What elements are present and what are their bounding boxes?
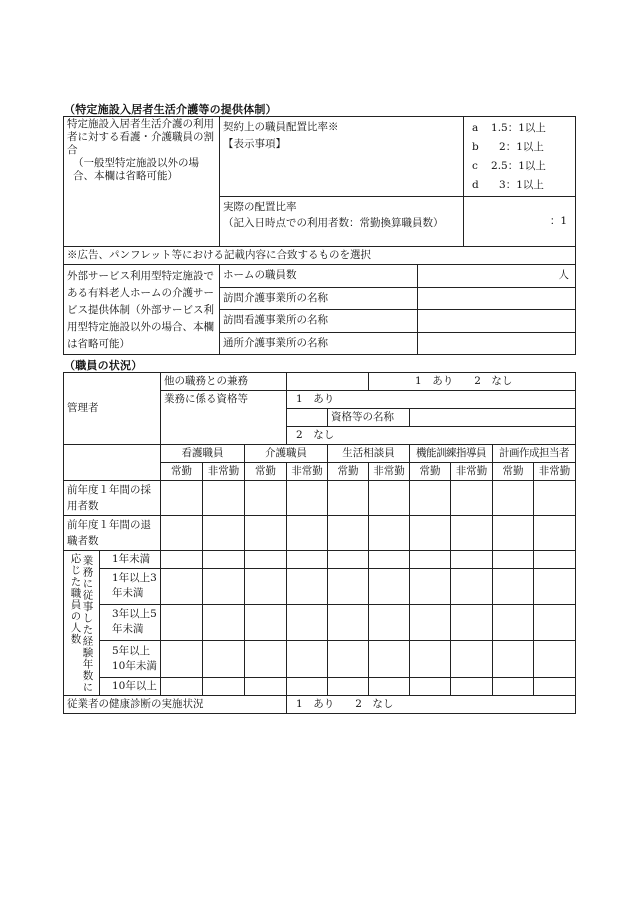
data-cell[interactable] [493,641,534,678]
header-part-time: 非常勤 [534,463,576,481]
data-cell[interactable] [328,604,369,641]
data-cell[interactable] [161,551,203,569]
data-cell[interactable] [369,604,410,641]
data-cell[interactable] [203,551,245,569]
staff-ratio-label: 特定施設入居者生活介護の利用者に対する看護・介護職員の割合 [67,118,214,156]
data-cell[interactable] [451,677,493,695]
data-cell[interactable] [203,641,245,678]
home-staff-count-value[interactable]: 人 [418,265,576,288]
qualification-no[interactable]: 2 なし [287,427,576,445]
ratio-option-b[interactable]: b 2：1以上 [472,141,544,153]
data-cell[interactable] [245,481,287,516]
data-cell[interactable] [287,604,328,641]
data-cell[interactable] [410,641,451,678]
actual-ratio-cell [220,197,464,247]
data-cell[interactable] [451,481,493,516]
data-cell[interactable] [369,551,410,569]
data-cell[interactable] [534,604,576,641]
data-cell[interactable] [493,516,534,551]
data-cell[interactable] [287,481,328,516]
contract-ratio-cell [220,117,464,197]
actual-ratio-note: （記入日時点での利用者数：常勤換算職員数） [223,217,444,229]
data-cell[interactable] [451,569,493,604]
data-cell[interactable] [534,677,576,695]
actual-ratio-value[interactable]: ：1 [464,197,576,247]
data-cell[interactable] [369,569,410,604]
data-cell[interactable] [245,604,287,641]
data-cell[interactable] [410,516,451,551]
home-visit-care-office-value[interactable] [418,287,576,310]
header-corner [64,445,161,481]
header-full-time: 常勤 [161,463,203,481]
actual-ratio-label: 実際の配置比率 [223,201,297,213]
health-check-label: 従業者の健康診断の実施状況 [64,696,287,714]
data-cell[interactable] [203,677,245,695]
header-part-time: 非常勤 [451,463,493,481]
data-cell[interactable] [410,604,451,641]
data-cell[interactable] [534,641,576,678]
header-full-time: 常勤 [410,463,451,481]
section1-title: （特定施設入居者生活介護等の提供体制） [64,103,277,116]
data-cell[interactable] [245,516,287,551]
qualification-name-label: 資格等の名称 [328,409,410,427]
data-cell[interactable] [328,516,369,551]
external-service-label: 外部サービス利用型特定施設である有料老人ホームの介護サービス提供体制（外部サービス利用型特定施設以外の場合、本欄は省略可能） [64,265,220,355]
data-cell[interactable] [410,569,451,604]
concurrent-duty-blank [287,373,369,391]
data-cell[interactable] [287,641,328,678]
data-cell[interactable] [245,641,287,678]
display-items-label: 【表示事項】 [223,138,286,150]
header-part-time: 非常勤 [203,463,245,481]
data-cell[interactable] [161,641,203,678]
header-care-staff: 介護職員 [245,445,328,463]
ratio-option-d[interactable]: d 3：1以上 [472,179,544,191]
manager-label: 管理者 [64,373,161,445]
data-cell[interactable] [534,569,576,604]
concurrent-duty-label: 他の職務との兼務 [161,373,287,391]
data-cell[interactable] [493,569,534,604]
data-cell[interactable] [161,604,203,641]
data-cell[interactable] [410,481,451,516]
data-cell[interactable] [328,641,369,678]
data-cell[interactable] [493,481,534,516]
home-visit-nursing-office-label: 訪問看護事業所の名称 [220,310,418,333]
data-cell[interactable] [493,551,534,569]
qualification-yes[interactable]: 1 あり [287,391,576,409]
data-cell[interactable] [287,677,328,695]
experience-row-label: 1年未満 [100,551,161,569]
header-life-counselor: 生活相談員 [328,445,410,463]
data-cell[interactable] [534,516,576,551]
data-cell[interactable] [161,481,203,516]
service-system-table [63,116,576,355]
header-part-time: 非常勤 [287,463,328,481]
home-visit-nursing-office-value[interactable] [418,310,576,333]
data-cell[interactable] [245,551,287,569]
qualification-name-value[interactable] [410,409,576,427]
data-cell[interactable] [369,516,410,551]
retired-count-label: 前年度１年間の退職者数 [64,516,161,551]
data-cell[interactable] [203,604,245,641]
data-cell[interactable] [369,481,410,516]
data-cell[interactable] [287,516,328,551]
data-cell[interactable] [328,551,369,569]
data-cell[interactable] [410,551,451,569]
day-care-office-value[interactable] [418,332,576,355]
data-cell[interactable] [161,569,203,604]
data-cell[interactable] [493,604,534,641]
data-cell[interactable] [203,516,245,551]
home-visit-care-office-label: 訪問介護事業所の名称 [220,287,418,310]
experience-row-label: 10年以上 [100,677,161,695]
concurrent-duty-options[interactable]: 1 あり 2 なし [369,373,576,391]
header-nursing-staff: 看護職員 [161,445,245,463]
day-care-office-label: 通所介護事業所の名称 [220,332,418,355]
header-full-time: 常勤 [245,463,287,481]
data-cell[interactable] [161,516,203,551]
hired-count-label: 前年度１年間の採用者数 [64,481,161,516]
qualification-indent [287,409,328,427]
header-care-planner: 計画作成担当者 [493,445,576,463]
health-check-options[interactable]: 1 あり 2 なし [287,696,576,714]
experience-row-label: 1年以上3年未満 [100,569,161,604]
data-cell[interactable] [534,481,576,516]
experience-row-label: 5年以上10年未満 [100,641,161,678]
ratio-options-cell[interactable] [464,117,576,197]
data-cell[interactable] [328,481,369,516]
staff-ratio-label-cell [64,117,220,247]
staff-ratio-note: （一般型特定施設以外の場合、本欄は省略可能） [73,157,199,182]
data-cell[interactable] [451,516,493,551]
data-cell[interactable] [328,569,369,604]
data-cell[interactable] [369,677,410,695]
experience-inner-label: 業務に従事した経験年数に [81,555,94,693]
header-functional-trainer: 機能訓練指導員 [410,445,493,463]
data-cell[interactable] [245,569,287,604]
header-full-time: 常勤 [328,463,369,481]
data-cell[interactable] [328,677,369,695]
ratio-option-a[interactable]: a 1.5：1以上 [472,122,546,134]
data-cell[interactable] [245,677,287,695]
qualification-label: 業務に係る資格等 [161,391,287,445]
data-cell[interactable] [451,641,493,678]
data-cell[interactable] [369,641,410,678]
experience-outer-label-cell [64,551,100,696]
experience-row-label: 3年以上5年未満 [100,604,161,641]
data-cell[interactable] [203,481,245,516]
data-cell[interactable] [287,551,328,569]
ad-note: ※広告、パンフレット等における記載内容に合致するものを選択 [64,247,576,265]
data-cell[interactable] [203,569,245,604]
data-cell[interactable] [451,604,493,641]
data-cell[interactable] [451,551,493,569]
data-cell[interactable] [493,677,534,695]
data-cell[interactable] [410,677,451,695]
data-cell[interactable] [161,677,203,695]
contract-ratio-label: 契約上の職員配置比率※ [223,121,339,133]
home-staff-count-label: ホームの職員数 [220,265,418,288]
header-part-time: 非常勤 [369,463,410,481]
experience-outer-label: 応じた職員の人数 [69,553,82,645]
data-cell[interactable] [534,551,576,569]
section2-title: （職員の状況） [64,359,143,372]
ratio-option-c[interactable]: c 2.5：1以上 [472,160,546,172]
staff-status-table [63,372,576,714]
header-full-time: 常勤 [493,463,534,481]
data-cell[interactable] [287,569,328,604]
